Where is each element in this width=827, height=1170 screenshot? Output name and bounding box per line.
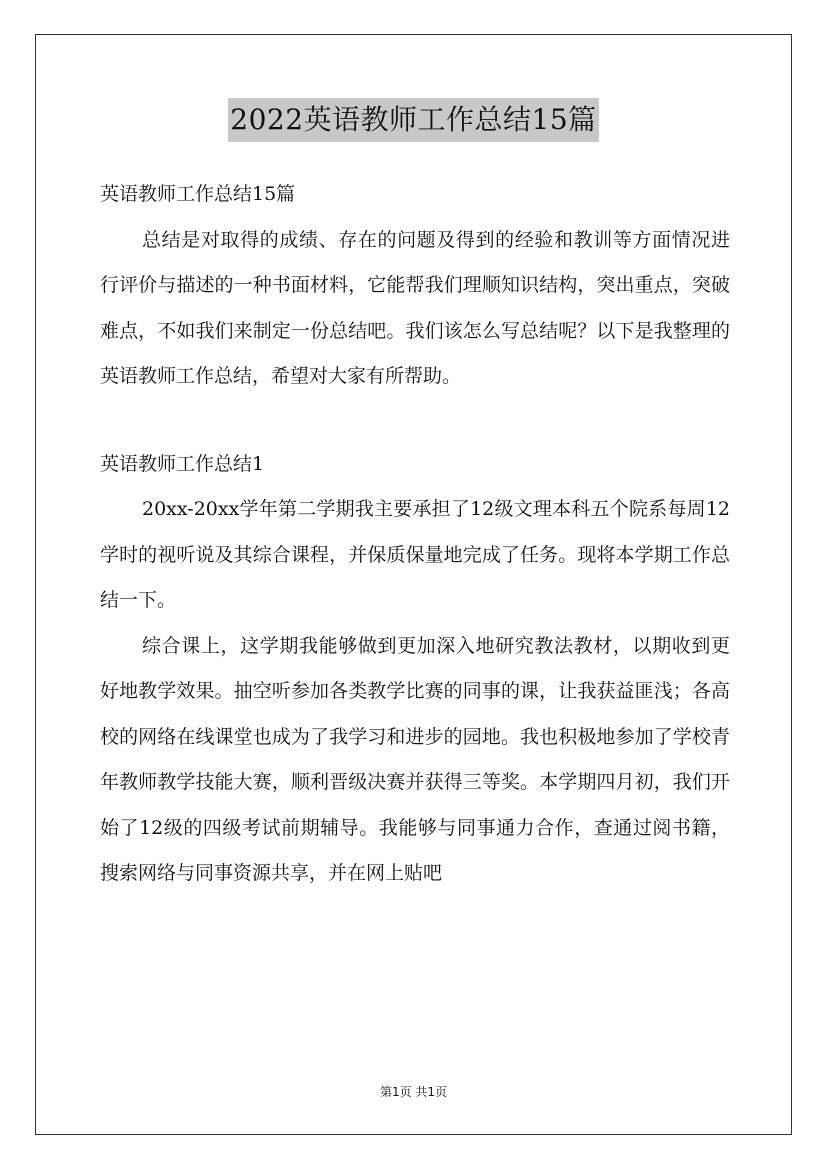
section-spacer <box>100 400 730 442</box>
document-body <box>100 172 730 897</box>
intro-paragraph: 总结是对取得的成绩、存在的问题及得到的经验和教训等方面情况进行评价与描述的一种书面材料，它能帮我们理顺知识结构，突出重点，突破难点，不如我们来制定一份总结吧。我们该怎么写总结呢？以下是我整理的英语教师工作总结，希望对大家有所帮助。 <box>100 228 730 387</box>
document-subtitle: 英语教师工作总结15篇 <box>100 183 296 205</box>
document-title: 2022英语教师工作总结15篇 <box>228 98 598 142</box>
body-paragraph-1: 20xx-20xx学年第二学期我主要承担了12级文理本科五个院系每周12学时的视听说及其综合课程，并保质保量地完成了任务。现将本学期工作总结一下。 <box>100 498 730 611</box>
page-footer: 第1页 共1页 <box>379 1085 448 1099</box>
section-heading: 英语教师工作总结1 <box>100 452 265 475</box>
title-container <box>0 98 827 142</box>
body-paragraph-2: 综合课上，这学期我能够做到更加深入地研究教法教材，以期收到更好地教学效果。抽空听参加各类教学比赛的同事的课，让我获益匪浅；各高校的网络在线课堂也成为了我学习和进步的园地。我也积极地参加了学校青年教师教学技能大赛，顺利晋级决赛并获得三等奖。本学期四月初，我们开始了12级的四级考试前期辅导。我能够与同事通力合作，查通过阅书籍，搜索网络与同事资源共享，并在网上贴吧 <box>100 634 730 884</box>
